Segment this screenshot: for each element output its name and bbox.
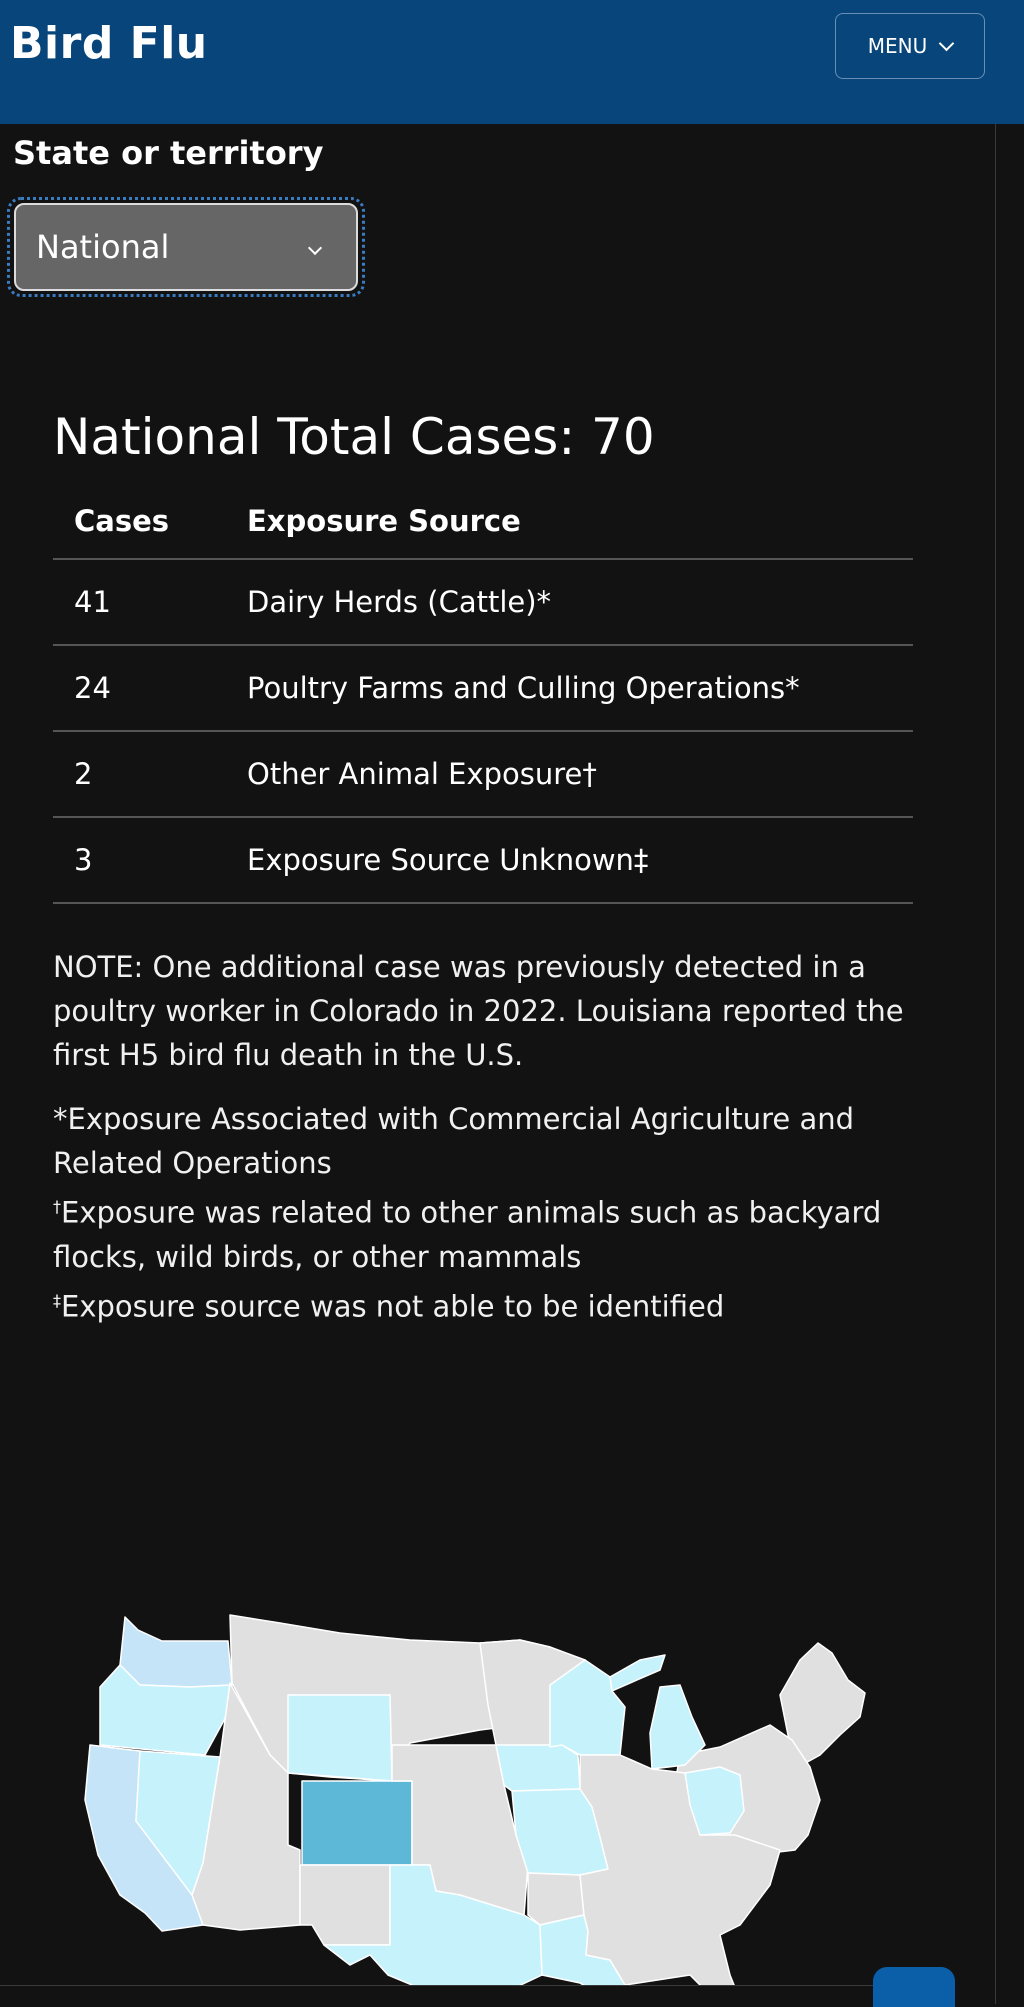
- dagger-mark: †: [53, 1197, 61, 1216]
- state-iowa[interactable]: [496, 1745, 580, 1791]
- menu-button[interactable]: [835, 13, 985, 79]
- menu-label: MENU: [867, 34, 928, 58]
- column-header-cases: Cases: [53, 484, 247, 559]
- state-washington[interactable]: [120, 1617, 232, 1687]
- table-header-row: [53, 484, 913, 559]
- note-text: NOTE: One additional case was previously detected in a poultry worker in Colorado in 2022. Louisiana reported the first H5 bird flu death in the U.S.: [53, 950, 904, 1072]
- source-cell: Exposure Source Unknown‡: [247, 817, 913, 903]
- source-cell: Poultry Farms and Culling Operations*: [247, 645, 913, 731]
- table-row: [53, 645, 913, 731]
- table-row: [53, 817, 913, 903]
- table-row: [53, 731, 913, 817]
- top-navigation-bar: [0, 0, 1024, 124]
- table-row: [53, 559, 913, 645]
- total-cases-heading: National Total Cases: 70: [53, 408, 655, 466]
- cases-table: [53, 484, 913, 904]
- cases-cell: 3: [53, 817, 247, 903]
- cases-cell: 41: [53, 559, 247, 645]
- footnote-unknown-text: Exposure source was not able to be identified: [61, 1289, 725, 1324]
- state-colorado[interactable]: [302, 1781, 412, 1865]
- source-cell: Dairy Herds (Cattle)*: [247, 559, 913, 645]
- chevron-down-icon: [308, 241, 322, 255]
- content-border: [995, 124, 996, 2004]
- footnote-unknown: [53, 1279, 923, 1329]
- cases-cell: 24: [53, 645, 247, 731]
- footnotes: [53, 1097, 923, 1328]
- back-to-top-button[interactable]: [873, 1967, 955, 2007]
- chevron-down-icon: [939, 35, 955, 51]
- state-wyoming[interactable]: [288, 1695, 392, 1781]
- double-dagger-mark: ‡: [53, 1290, 61, 1310]
- footnote-other-animal-text: Exposure was related to other animals such as backyard flocks, wild birds, or other mammals: [53, 1195, 882, 1274]
- footnote-other-animal: [53, 1185, 923, 1279]
- cases-cell: 2: [53, 731, 247, 817]
- bottom-divider: [0, 1985, 873, 1986]
- state-michigan-upper[interactable]: [610, 1655, 665, 1691]
- state-filter-label: State or territory: [13, 134, 324, 172]
- state-new-mexico[interactable]: [300, 1865, 390, 1945]
- site-title[interactable]: Bird Flu: [10, 18, 208, 69]
- state-select[interactable]: [14, 203, 358, 291]
- us-cases-map: [80, 1455, 920, 1985]
- source-cell: Other Animal Exposure†: [247, 731, 913, 817]
- column-header-exposure-source: Exposure Source: [247, 484, 913, 559]
- footnote-commercial: *Exposure Associated with Commercial Agriculture and Related Operations: [53, 1102, 855, 1180]
- state-select-value: National: [36, 228, 170, 266]
